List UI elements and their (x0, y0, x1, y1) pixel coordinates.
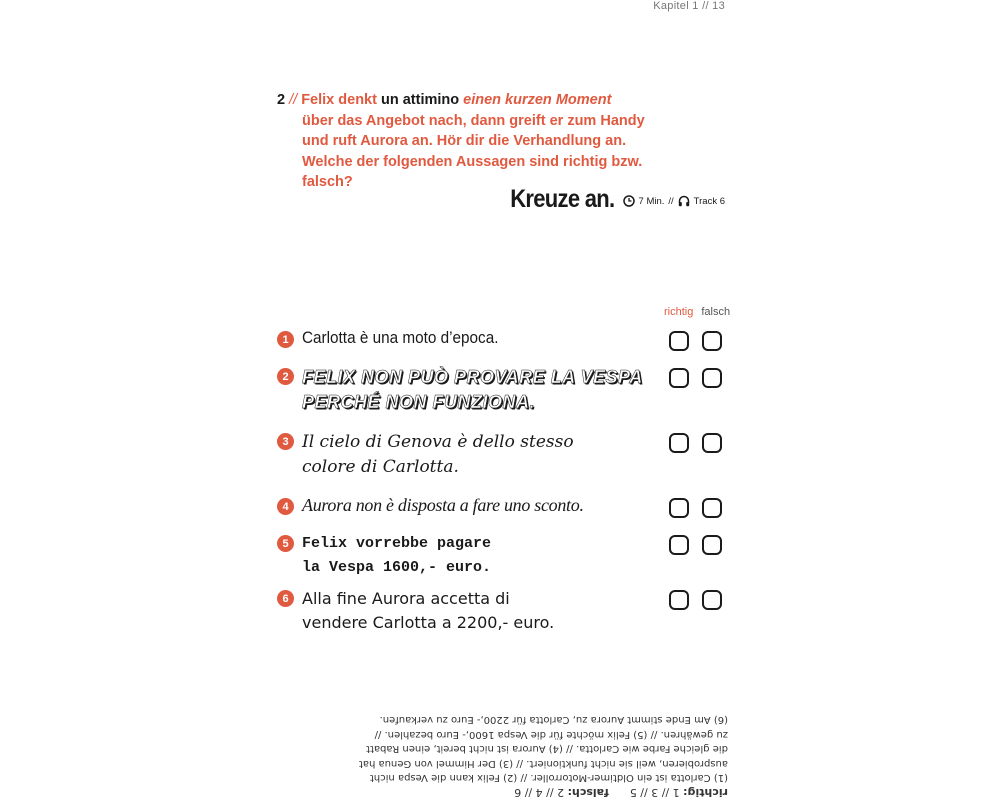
column-falsch: falsch (701, 306, 731, 318)
item-number-badge: 4 (277, 498, 294, 515)
exercise-meta (623, 195, 725, 207)
checkbox-richtig[interactable] (669, 433, 689, 453)
statement-line-1: Alla fine Aurora accetta di (302, 589, 510, 608)
checkbox-falsch[interactable] (702, 535, 722, 555)
statement-line-2: colore di Carlotta. (302, 457, 459, 477)
statement-line-2: vendere Carlotta a 2200,- euro. (302, 613, 555, 632)
statement-line-2: PERCHÉ NON FUNZIONA. (302, 392, 536, 412)
task-translation: einen kurzen Moment (463, 92, 612, 108)
statement-text (302, 532, 491, 580)
checkbox-falsch[interactable] (702, 433, 722, 453)
item-number-badge: 6 (277, 590, 294, 607)
statement-text (302, 365, 643, 415)
task-text-red: Felix denkt (301, 92, 377, 108)
answer-column-headers (664, 306, 730, 318)
solution-line-2: ausprobieren, weil sie nicht funktioniert. // (3) Der Himmel von Genua hat (358, 758, 728, 769)
answer-checkboxes (669, 590, 722, 610)
clock-icon (623, 195, 635, 207)
task-line-2: über das Angebot nach, dann greift er zum Handy (302, 112, 645, 129)
checkbox-falsch[interactable] (702, 498, 722, 518)
task-line-3: und ruft Aurora an. Hör dir die Verhandlung an. (302, 133, 627, 149)
checkbox-falsch[interactable] (702, 590, 722, 610)
answer-checkboxes (669, 433, 722, 453)
solution-keys (276, 785, 728, 800)
answer-checkboxes (669, 535, 722, 555)
answer-checkboxes (669, 368, 722, 388)
task-instruction (277, 90, 697, 193)
item-number-badge: 2 (277, 368, 294, 385)
statement-line-2: la Vespa 1600,- euro. (302, 559, 492, 576)
solution-richtig-label: richtig: (683, 786, 728, 799)
item-number-badge: 1 (277, 331, 294, 348)
headphones-icon (678, 195, 690, 207)
chapter-label: Kapitel 1 // 13 (653, 0, 725, 12)
meta-separator: // (668, 195, 674, 207)
answer-checkboxes (669, 498, 722, 518)
statement-text: Carlotta è una moto d’epoca. (302, 328, 499, 347)
checkbox-richtig[interactable] (669, 331, 689, 351)
checkbox-falsch[interactable] (702, 368, 722, 388)
exercise-heading: Kreuze an. (510, 185, 615, 213)
checkbox-richtig[interactable] (669, 368, 689, 388)
time-label: 7 Min. (638, 195, 665, 207)
solution-line-5: (6) Am Ende stimmt Aurora zu, Carlotta für 2200,- Euro zu verkaufen. (379, 714, 728, 726)
track-label: Track 6 (693, 195, 725, 207)
task-separator: // (289, 92, 298, 108)
checkbox-richtig[interactable] (669, 590, 689, 610)
statement-text (302, 587, 554, 635)
solution-line-3: die gleiche Farbe wie Carlotta. // (4) Aurora ist nicht bereit, einen Rabatt (366, 743, 728, 755)
answer-checkboxes (669, 331, 722, 351)
heading-row (496, 185, 725, 214)
checkbox-richtig[interactable] (669, 535, 689, 555)
solution-line-4: zu gewähren. // (5) Felix möchte für die Vespa 1600,- Euro bezahlen. // (374, 729, 728, 740)
solution-falsch-values: 2 // 4 // 6 (514, 786, 565, 799)
column-richtig: richtig (664, 306, 694, 318)
item-number-badge: 5 (277, 535, 294, 552)
task-line-4: Welche der folgenden Aussagen sind richtig bzw. falsch? (302, 153, 643, 190)
statement-text: Aurora non è disposta a fare uno sconto. (302, 495, 584, 515)
statement-text (302, 430, 574, 480)
statement-line-1: Il cielo di Genova è dello stesso (302, 432, 574, 452)
task-number: 2 (277, 92, 286, 108)
statement-line-1: FELIX NON PUÒ PROVARE LA VESPA (302, 367, 643, 387)
solution-line-1: (1) Carlotta ist ein Oldtimer-Motorroller. // (2) Felix kann die Vespa nicht (369, 772, 728, 784)
solution-richtig-values: 1 // 3 // 5 (629, 786, 680, 799)
checkbox-falsch[interactable] (702, 331, 722, 351)
upside-down-solution (276, 712, 728, 799)
task-italian-phrase: un attimino (380, 92, 460, 108)
solution-falsch-label: falsch: (567, 786, 609, 799)
item-number-badge: 3 (277, 433, 294, 450)
checkbox-richtig[interactable] (669, 498, 689, 518)
statement-line-1: Felix vorrebbe pagare (302, 535, 492, 552)
